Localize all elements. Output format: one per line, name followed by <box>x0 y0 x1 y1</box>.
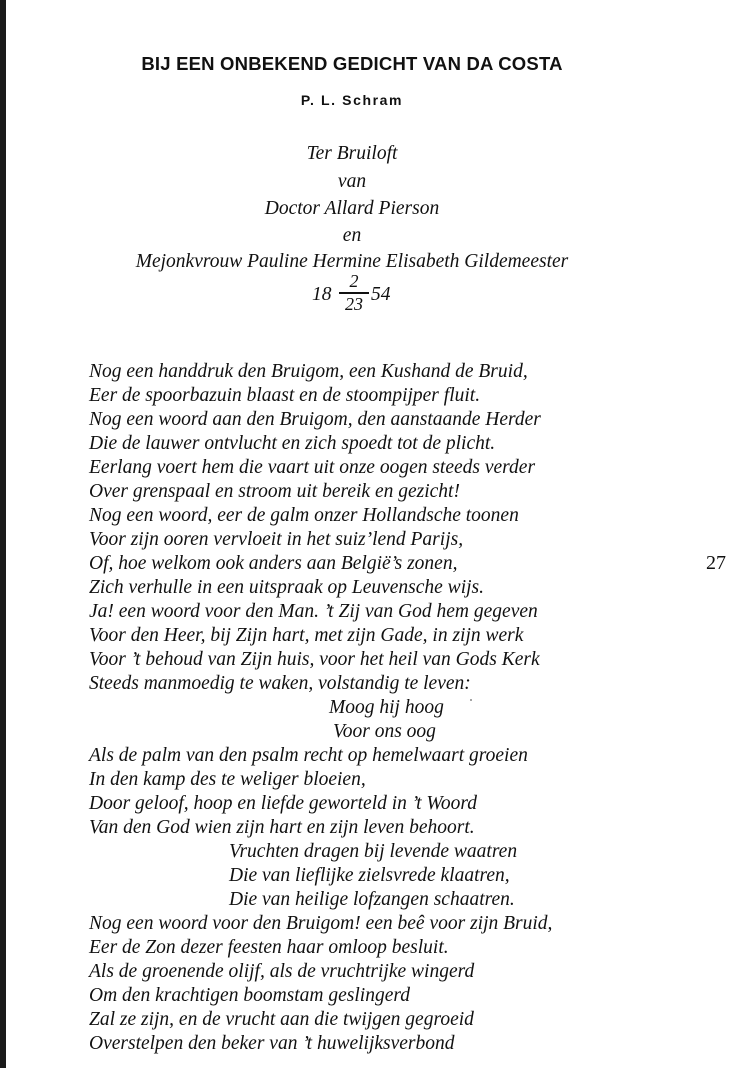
poem-line: Voor den Heer, bij Zijn hart, met zijn Gade, in zijn werk <box>89 625 524 646</box>
article-author: P. L. Schram <box>300 92 404 108</box>
poem-line: Eer de Zon dezer feesten haar omloop besluit. <box>89 937 449 958</box>
date-year-prefix: 18 <box>312 284 332 305</box>
date-denominator: 23 <box>345 293 363 314</box>
page-number: 27 <box>706 552 726 574</box>
poem-line: Eer de spoorbazuin blaast en de stoompijper fluit. <box>89 385 481 406</box>
dedication-line-3: Doctor Allard Pierson <box>264 198 440 219</box>
poem-line: Zal ze zijn, en de vrucht aan die twijgen gegroeid <box>89 1009 474 1030</box>
poem-line: Eerlang voert hem die vaart uit onze oogen steeds verder <box>89 457 536 478</box>
poem-line: Die de lauwer ontvlucht en zich spoedt tot de plicht. <box>89 433 496 454</box>
dedication-line-2: van <box>337 171 367 192</box>
print-speck <box>470 699 472 701</box>
poem-line: Ja! een woord voor den Man. ’t Zij van God hem gegeven <box>89 601 538 622</box>
poem-line: Vruchten dragen bij levende waatren <box>229 841 518 862</box>
poem-line: Voor ’t behoud van Zijn huis, voor het heil van Gods Kerk <box>89 649 540 670</box>
date-year-suffix: 54 <box>371 284 391 305</box>
dedication-line-1: Ter Bruiloft <box>306 143 398 164</box>
poem-line: Overstelpen den beker van ’t huwelijksverbond <box>89 1033 455 1054</box>
poem-line: Als de palm van den psalm recht op hemelwaart groeien <box>89 745 528 766</box>
dedication-line-5: Mejonkvrouw Pauline Hermine Elisabeth Gildemeester <box>135 251 569 272</box>
poem-line: Als de groenende olijf, als de vruchtrijke wingerd <box>89 961 475 982</box>
date-fraction <box>339 272 369 313</box>
poem-line: Of, hoe welkom ook anders aan België’s zonen, <box>89 553 458 574</box>
dedication-line-4: en <box>342 225 362 246</box>
poem-line: Over grenspaal en stroom uit bereik en gezicht! <box>89 481 460 502</box>
poem-line: Steeds manmoedig te waken, volstandig te leven: <box>89 673 471 694</box>
poem-line: Moog hij hoog <box>329 697 444 718</box>
poem-line: Die van lieflijke zielsvrede klaatren, <box>229 865 510 886</box>
date-numerator: 2 <box>349 271 359 291</box>
poem-line: Om den krachtigen boomstam geslingerd <box>89 985 410 1006</box>
poem-line: Voor zijn ooren vervloeit in het suiz’lend Parijs, <box>89 529 464 550</box>
poem-line: Nog een woord aan den Bruigom, den aanstaande Herder <box>89 409 541 430</box>
poem-line: Van den God wien zijn hart en zijn leven behoort. <box>89 817 475 838</box>
poem-line: Die van heilige lofzangen schaatren. <box>229 889 515 910</box>
poem-line: In den kamp des te weliger bloeien, <box>89 769 366 790</box>
article-title: BIJ EEN ONBEKEND GEDICHT VAN DA COSTA <box>141 53 563 74</box>
poem-line: Zich verhulle in een uitspraak op Leuvensche wijs. <box>89 577 484 598</box>
poem-line: Door geloof, hoop en liefde geworteld in ’t Woord <box>89 793 477 814</box>
wedding-date <box>312 272 402 316</box>
poem-line: Nog een handdruk den Bruigom, een Kushand de Bruid, <box>89 361 528 382</box>
poem-line: Voor ons oog <box>333 721 436 742</box>
poem-line: Nog een woord voor den Bruigom! een beê voor zijn Bruid, <box>89 913 553 934</box>
poem-line: Nog een woord, eer de galm onzer Hollandsche toonen <box>89 505 519 526</box>
